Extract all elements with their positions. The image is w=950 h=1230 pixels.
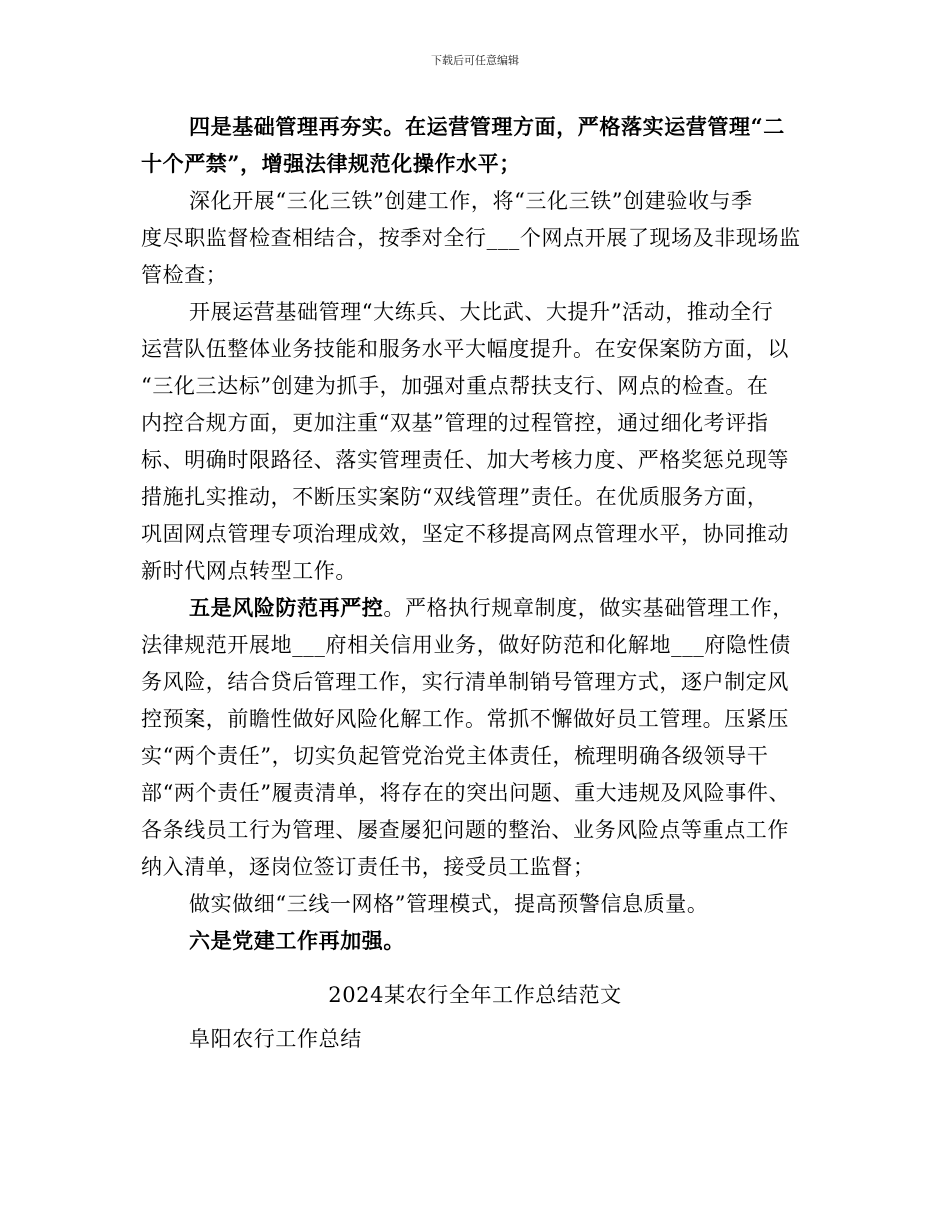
body-text: 巩固网点管理专项治理成效，坚定不移提高网点管理水平，协同推动 — [141, 522, 789, 546]
body-text: 标、明确时限路径、落实管理责任、加大考核力度、严格奖惩兑现等 — [141, 448, 789, 472]
paragraph-line — [141, 150, 521, 178]
body-text: 管检查； — [141, 263, 228, 287]
body-text: 深化开展“三化三铁”创建工作，将“三化三铁”创建验收与季 — [189, 189, 753, 213]
paragraph-line — [141, 520, 789, 548]
body-text: 内控合规方面，更加注重“双基”管理的过程管控，通过细化考评指 — [141, 411, 769, 435]
document-subtitle: 阜阳农行工作总结 — [189, 1027, 362, 1051]
bold-text: 六是党建工作再加强。 — [189, 928, 405, 953]
body-text: 部“两个责任”履责清单，将存在的突出问题、重大违规及风险事件、 — [141, 781, 791, 805]
body-text: 运营队伍整体业务技能和服务水平大幅度提升。在安保案防方面，以 — [141, 337, 789, 361]
paragraph-line — [141, 446, 789, 474]
paragraph-line — [141, 224, 801, 252]
paragraph-line — [141, 742, 768, 770]
paragraph-line — [141, 409, 768, 437]
paragraph-line — [141, 335, 789, 363]
paragraph-line — [141, 816, 789, 844]
body-text: 各条线员工行为管理、屡查屡犯问题的整治、业务风险点等重点工作 — [141, 818, 789, 842]
paragraph-line — [189, 113, 785, 141]
body-text: 法律规范开展地___府相关信用业务，做好防范和化解地___府隐性债 — [141, 633, 791, 657]
bold-text: 十个严禁”，增强法律规范化操作水平； — [141, 151, 521, 176]
body-text: 措施扎实推动，不断压实案防“双线管理”责任。在优质服务方面， — [141, 485, 769, 509]
body-text: 新时代网点转型工作。 — [141, 559, 357, 583]
paragraph-line — [189, 594, 794, 622]
body-text: 。严格执行规章制度，做实基础管理工作， — [383, 596, 794, 620]
paragraph-line — [141, 261, 227, 289]
page-header: 下载后可任意编辑 — [431, 54, 519, 67]
paragraph-line — [141, 705, 789, 733]
paragraph-line — [141, 557, 357, 585]
body-text: “三化三达标”创建为抓手，加强对重点帮扶支行、网点的检查。在 — [141, 374, 769, 398]
paragraph-line — [189, 187, 753, 215]
paragraph-line — [141, 483, 768, 511]
document-title: 2024某农行全年工作总结范文 — [328, 983, 622, 1007]
body-text: 实“两个责任”，切实负起管党治党主体责任，梳理明确各级领导干 — [141, 744, 769, 768]
paragraph-line — [189, 927, 405, 955]
body-text: 控预案，前瞻性做好风险化解工作。常抓不懈做好员工管理。压紧压 — [141, 707, 789, 731]
paragraph-line — [141, 853, 595, 881]
paragraph-line — [141, 779, 790, 807]
body-text: 务风险，结合贷后管理工作，实行清单制销号管理方式，逐户制定风 — [141, 670, 789, 694]
body-text: 做实做细“三线一网格”管理模式，提高预警信息质量。 — [189, 892, 709, 916]
paragraph-line — [141, 631, 791, 659]
body-text: 开展运营基础管理“大练兵、大比武、大提升”活动，推动全行 — [189, 300, 774, 324]
bold-text: 四是基础管理再夯实。在运营管理方面，严格落实运营管理“二 — [189, 114, 785, 139]
paragraph-line — [141, 372, 768, 400]
paragraph-line — [189, 298, 773, 326]
paragraph-line — [141, 668, 789, 696]
paragraph-line — [189, 890, 708, 918]
bold-text: 五是风险防范再严控 — [189, 595, 384, 620]
body-text: 纳入清单，逐岗位签订责任书，接受员工监督； — [141, 855, 595, 879]
body-text: 度尽职监督检查相结合，按季对全行___个网点开展了现场及非现场监 — [141, 226, 801, 250]
